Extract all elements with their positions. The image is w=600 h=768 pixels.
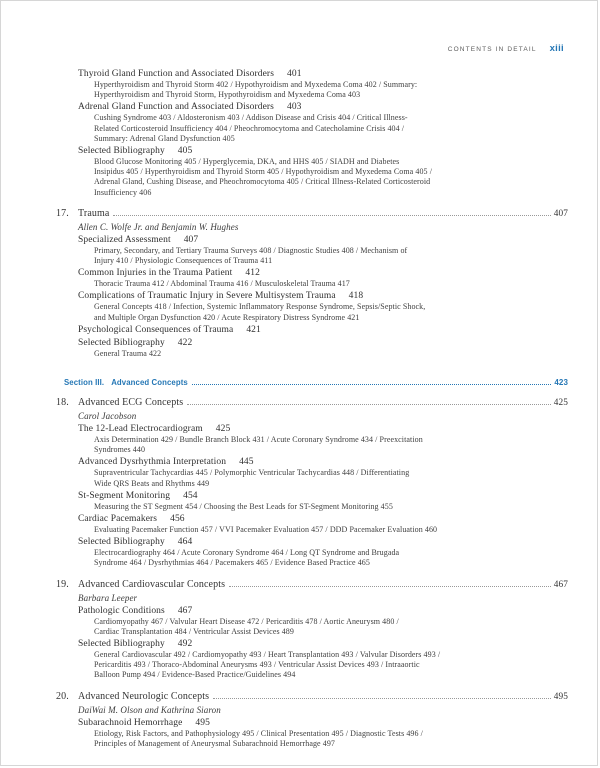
section-page-number: 423: [554, 378, 568, 388]
running-head-label: CONTENTS IN DETAIL: [447, 46, 537, 53]
chapter-number: 18.: [56, 397, 69, 409]
chapter-number: 20.: [56, 690, 69, 702]
subsection-line: Injury 410 / Physiologic Consequences of Trauma 411: [94, 256, 273, 266]
subsection-line: Balloon Pump 494 / Evidence-Based Practice/Guidelines 494: [94, 670, 296, 680]
section-entry-page: 407: [183, 234, 199, 245]
section-entry-title: Selected Bibliography: [78, 537, 165, 548]
toc-section-entry[interactable]: [78, 325, 568, 336]
chapter-block: [56, 690, 568, 749]
chapter-title: Trauma: [78, 207, 110, 219]
section-entry-page: 492: [177, 639, 193, 650]
subsection-line: Cardiac Transplantation 484 / Ventricular Assist Devices 489: [94, 626, 294, 636]
chapter-entry[interactable]: [56, 578, 568, 592]
toc-section-entry[interactable]: [78, 514, 568, 525]
section-entry-title: Thyroid Gland Function and Associated Disorders: [78, 69, 274, 79]
subsection-line: Thoracic Trauma 412 / Abdominal Trauma 416 / Musculoskeletal Trauma 417: [94, 279, 350, 289]
toc-body: [56, 67, 568, 749]
toc-section-entry[interactable]: [78, 69, 568, 80]
subsection-line: Adrenal Gland, Cushing Disease, and Pheochromocytoma 405 / Critical Illness-Related Corticosteroid: [94, 177, 431, 187]
chapter-number: 19.: [56, 578, 69, 590]
toc-section-entry[interactable]: [78, 338, 568, 349]
section-entry-page: 401: [287, 69, 302, 79]
dot-leader: [113, 215, 550, 216]
toc-section-entry[interactable]: [78, 146, 568, 157]
section-entry-page: 467: [177, 605, 193, 616]
subsection-line: Cushing Syndrome 403 / Aldosteronism 403 / Addison Disease and Crisis 404 / Critical Illness-: [94, 113, 408, 123]
subsection-line: Insipidus 405 / Hyperthyroidism and Thyroid Storm 405 / Hypothyroidism and Myxedema Coma 405 /: [94, 167, 433, 177]
section-entry-page: 495: [195, 717, 210, 728]
subsection-line: General Trauma 422: [94, 348, 162, 358]
section-divider-block: [56, 378, 568, 387]
chapter-page-number: 495: [553, 691, 568, 702]
chapter-continuation-block: [56, 69, 568, 198]
toc-section-entry[interactable]: [78, 457, 568, 468]
subsection-line: Summary: Adrenal Gland Dysfunction 405: [94, 133, 235, 143]
chapter-author: Allen C. Wolfe Jr. and Benjamin W. Hughes: [78, 221, 239, 232]
toc-section-entry[interactable]: [78, 718, 568, 729]
toc-section-entry[interactable]: [78, 235, 568, 246]
chapter-entry[interactable]: [56, 207, 568, 221]
subsection-line: Pericarditis 493 / Thoraco-Abdominal Aneurysms 493 / Ventricular Assist Devices 493 / Intraaortic: [94, 660, 420, 670]
section-entry-page: 405: [177, 146, 193, 157]
dot-leader: [229, 586, 551, 587]
section-entry-page: 403: [286, 102, 302, 113]
section-entry-title: Selected Bibliography: [78, 337, 165, 348]
subsection-line: Principles of Management of Aneurysmal Subarachnoid Hemorrhage 497: [94, 738, 335, 748]
chapter-entry[interactable]: [56, 396, 568, 410]
section-entry-page: 454: [183, 490, 198, 501]
section-entry-title: Selected Bibliography: [78, 639, 165, 650]
section-entry-title: Subarachnoid Hemorrhage: [78, 717, 183, 728]
subsection-line: and Multiple Organ Dysfunction 420 / Acute Respiratory Distress Syndrome 421: [94, 312, 360, 322]
section-entry-title: Common Injuries in the Trauma Patient: [78, 268, 233, 279]
subsection-line: Cardiomyopathy 467 / Valvular Heart Disease 472 / Pericarditis 478 / Aortic Aneurysm 480 /: [94, 616, 399, 626]
subsection-line: Primary, Secondary, and Tertiary Trauma Surveys 408 / Diagnostic Studies 408 / Mechanism of: [94, 245, 408, 255]
chapter-block: [56, 207, 568, 359]
toc-section-entry[interactable]: [78, 491, 568, 502]
section-entry-page: 421: [246, 324, 261, 335]
chapter-title: Advanced Neurologic Concepts: [78, 690, 210, 702]
subsection-line: Wide QRS Beats and Rhythms 449: [94, 478, 210, 488]
subsection-line: Syndromes 440: [94, 445, 146, 455]
toc-section-entry[interactable]: [78, 537, 568, 548]
chapter-author: Barbara Leeper: [78, 592, 138, 603]
subsection-line: General Concepts 418 / Infection, Systemic Inflammatory Response Syndrome, Sepsis/Septic Shock,: [94, 302, 426, 312]
subsection-line: Insufficiency 406: [94, 187, 152, 197]
section-entry-title: St-Segment Monitoring: [78, 490, 171, 501]
chapter-page-number: 407: [553, 208, 568, 219]
toc-section-entry[interactable]: [78, 639, 568, 650]
toc-section-entry[interactable]: [78, 424, 568, 435]
section-entry-title: The 12-Lead Electrocardiogram: [78, 424, 203, 435]
subsection-line: Electrocardiography 464 / Acute Coronary Syndrome 464 / Long QT Syndrome and Brugada: [94, 548, 400, 558]
subsection-line: General Cardiovascular 492 / Cardiomyopathy 493 / Heart Transplantation 493 / Valvular Disorders 493 /: [94, 650, 441, 660]
toc-section-entry[interactable]: [78, 606, 568, 617]
chapter-title: Advanced Cardiovascular Concepts: [78, 578, 226, 590]
section-title: Advanced Concepts: [111, 378, 188, 388]
section-entry-page: 445: [239, 457, 254, 468]
section-entry-title: Selected Bibliography: [78, 146, 165, 157]
subsection-line: Hyperthyroidism and Thyroid Storm 402 / Hypothyroidism and Myxedema Coma 402 / Summary:: [94, 80, 418, 89]
section-label: Section III.: [64, 378, 105, 388]
chapter-number: 17.: [56, 207, 69, 219]
toc-section-entry[interactable]: [78, 102, 568, 113]
chapter-block: [56, 396, 568, 569]
subsection-line: Measuring the ST Segment 454 / Choosing the Best Leads for ST-Segment Monitoring 455: [94, 501, 393, 511]
subsection-line: Related Corticosteroid Insufficiency 404 / Pheochromocytoma and Catecholamine Crisis 404 /: [94, 123, 405, 133]
section-entry-page: 418: [348, 291, 364, 302]
subsection-line: Evaluating Pacemaker Function 457 / VVI Pacemaker Evaluation 457 / DDD Pacemaker Evaluation 460: [94, 525, 438, 535]
section-entry-title: Complications of Traumatic Injury in Severe Multisystem Trauma: [78, 291, 336, 302]
chapter-entry[interactable]: [56, 690, 568, 704]
subsection-line: Axis Determination 429 / Bundle Branch Block 431 / Acute Coronary Syndrome 434 / Preexcitation: [94, 435, 423, 445]
section-entry-title: Pathologic Conditions: [78, 605, 165, 616]
subsection-line: Hyperthyroidism and Thyroid Storm, Hypothyroidism and Myxedema Coma 403: [94, 90, 361, 100]
running-head: [448, 43, 564, 54]
section-entry-page: 422: [177, 337, 193, 348]
chapter-author: DaiWai M. Olson and Kathrina Siaron: [78, 704, 221, 715]
dot-leader: [192, 384, 551, 385]
section-heading-entry[interactable]: [64, 378, 568, 387]
chapter-author: Carol Jacobson: [78, 411, 137, 422]
chapter-page-number: 467: [553, 579, 568, 590]
subsection-line: Syndrome 464 / Dysrhythmias 464 / Pacemakers 465 / Evidence Based Practice 465: [94, 558, 370, 568]
section-entry-title: Adrenal Gland Function and Associated Disorders: [78, 102, 274, 113]
subsection-line: Supraventricular Tachycardias 445 / Polymorphic Ventricular Tachycardias 448 / Differentiating: [94, 468, 410, 478]
subsection-line: Etiology, Risk Factors, and Pathophysiology 495 / Clinical Presentation 495 / Diagnostic Tests 496 /: [94, 728, 423, 738]
section-entry-page: 412: [245, 268, 260, 279]
section-entry-page: 464: [177, 537, 193, 548]
section-entry-title: Cardiac Pacemakers: [78, 514, 158, 525]
toc-section-entry[interactable]: [78, 268, 568, 279]
section-entry-page: 425: [215, 424, 231, 435]
toc-section-entry[interactable]: [78, 291, 568, 302]
section-entry-title: Advanced Dysrhythmia Interpretation: [78, 457, 227, 468]
section-entry-title: Psychological Consequences of Trauma: [78, 324, 234, 335]
dot-leader: [213, 698, 551, 699]
section-entry-page: 456: [170, 514, 185, 525]
section-entry-title: Specialized Assessment: [78, 234, 171, 245]
dot-leader: [187, 404, 550, 405]
chapter-title: Advanced ECG Concepts: [78, 397, 184, 409]
subsection-line: Blood Glucose Monitoring 405 / Hyperglycemia, DKA, and HHS 405 / SIADH and Diabetes: [94, 157, 400, 167]
chapter-page-number: 425: [553, 398, 568, 409]
page-folio: xiii: [549, 43, 564, 54]
chapter-block: [56, 578, 568, 681]
